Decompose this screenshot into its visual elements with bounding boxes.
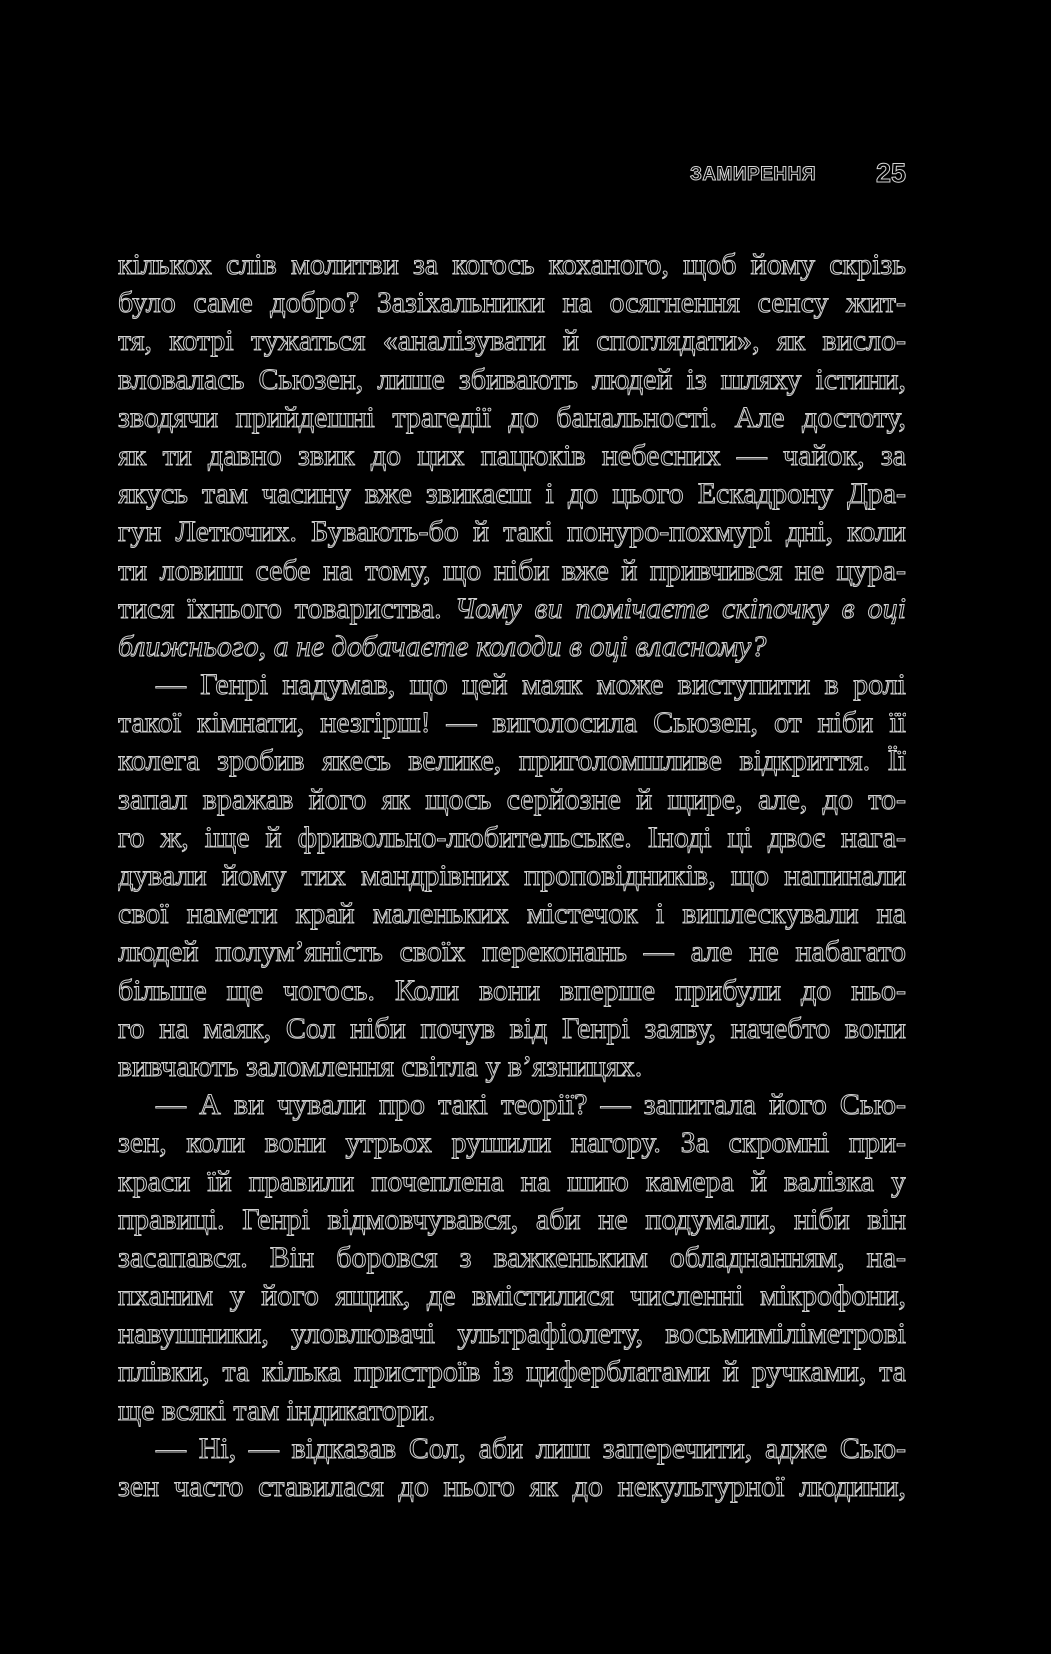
text-line [118,819,906,857]
text-line [118,1201,906,1239]
line-text: тися їхнього товариства. [118,591,455,625]
line-text: як ти давно звик до цих пацюків небесних — чайок, за [118,438,906,472]
line-text: вивчають заломлення світла у в’язницях. [118,1049,643,1083]
text-line [118,1086,906,1124]
text-line [118,1124,906,1162]
line-text: — Ні, — відказав Сол, аби лиш заперечити, адже Сью- [156,1431,906,1465]
text-line [118,1239,906,1277]
text-line [118,666,906,704]
text-line [118,552,906,590]
text-line [118,742,906,780]
text-line [118,628,906,666]
line-text: зен часто ставилася до нього як до некультурної людини, [118,1470,906,1503]
text-line [118,399,906,437]
line-text: пханим у його ящик, де вмістилися численні мікрофони, [118,1279,906,1313]
chapter-title: ЗАМИРЕННЯ [689,164,816,185]
line-text: кількох слів молитви за когось коханого, щоб йому скрізь [118,248,906,281]
line-text: дували йому тих мандрівних проповідників, що напинали [118,859,906,892]
paragraph [118,666,906,1086]
paragraph [118,1430,906,1506]
text-line [118,1353,906,1391]
text-line [118,475,906,513]
line-text: — А ви чували про такі теорії? — запитала його Сью- [156,1088,906,1122]
line-text: запал вражав його як щось серйозне й щире, але, до то- [118,782,906,816]
italic-quote: ближнього, а не добачаєте колоди в оці власному? [118,629,767,663]
line-text: вловалась Сьюзен, лише збивають людей із шляху істини, [118,362,906,396]
line-text: колега зробив якесь велике, приголомшливе відкриття. Її [118,744,906,778]
text-line [118,437,906,475]
text-line [118,1048,906,1086]
body-text [118,246,906,1506]
text-line [118,704,906,742]
text-line [118,1468,906,1506]
line-text: гун Летючих. Бувають-бо й такі понуро-похмурі дні, коли [118,515,906,549]
line-text: плівки, та кілька пристроїв із циферблатами й ручками, та [118,1355,906,1389]
paragraph [118,246,906,666]
line-text: зен, коли вони утрьох рушили нагору. За скромні при- [118,1126,906,1160]
text-line [118,361,906,399]
text-line [118,1163,906,1201]
line-text: свої намети край маленьких містечок і виплескували на [118,897,906,931]
text-line [118,1010,906,1048]
text-line [118,895,906,933]
line-text: більше ще чогось. Коли вони вперше прибули до ньо- [118,973,906,1007]
text-line [118,972,906,1010]
text-line [118,1430,906,1468]
line-text: правиці. Генрі відмовчувався, аби не подумали, ніби він [118,1202,906,1236]
running-header [120,158,906,190]
text-line [118,933,906,971]
text-line [118,1392,906,1430]
line-text: ще всякі там індикатори. [118,1393,436,1427]
line-text: людей полум’яність своїх переконань — але не набагато [118,935,906,969]
text-line [118,857,906,895]
text-line [118,284,906,322]
line-text: го на маяк, Сол ніби почув від Генрі заяву, начебто вони [118,1011,906,1045]
text-line [118,246,906,284]
italic-quote: Чому ви помічаєте скіпочку в оці [454,591,906,625]
text-line [118,590,906,628]
text-line [118,322,906,360]
line-text: го ж, іще й фривольно-любительське. Іноді ці двоє нага- [118,820,906,854]
line-text: зводячи прийдешні трагедії до банальності. Але достоту, [118,400,906,434]
line-text: такої кімнати, незгірш! — виголосила Сьюзен, от ніби її [118,706,906,740]
text-line [118,1315,906,1353]
line-text: навушники, уловлювачі ультрафіолету, восьмиміліметрові [118,1317,906,1351]
text-line [118,513,906,551]
text-line [118,1277,906,1315]
paragraph [118,1086,906,1430]
line-text: засапався. Він боровся з важкеньким обладнанням, на- [118,1240,906,1274]
line-text: краси їй правили почеплена на шию камера й валізка у [118,1164,906,1198]
text-line [118,781,906,819]
line-text: ти ловиш себе на тому, що ніби вже й привчився не цура- [118,553,906,587]
line-text: якусь там часину вже звикаєш і до цього Ескадрону Дра- [118,477,906,511]
line-text: тя, котрі тужаться «аналізувати й споглядати», як висло- [118,324,906,358]
page-number: 25 [875,158,906,188]
line-text: — Генрі надумав, що цей маяк може виступити в ролі [156,668,906,702]
line-text: було саме добро? Зазіхальники на осягнення сенсу жит- [118,286,906,320]
